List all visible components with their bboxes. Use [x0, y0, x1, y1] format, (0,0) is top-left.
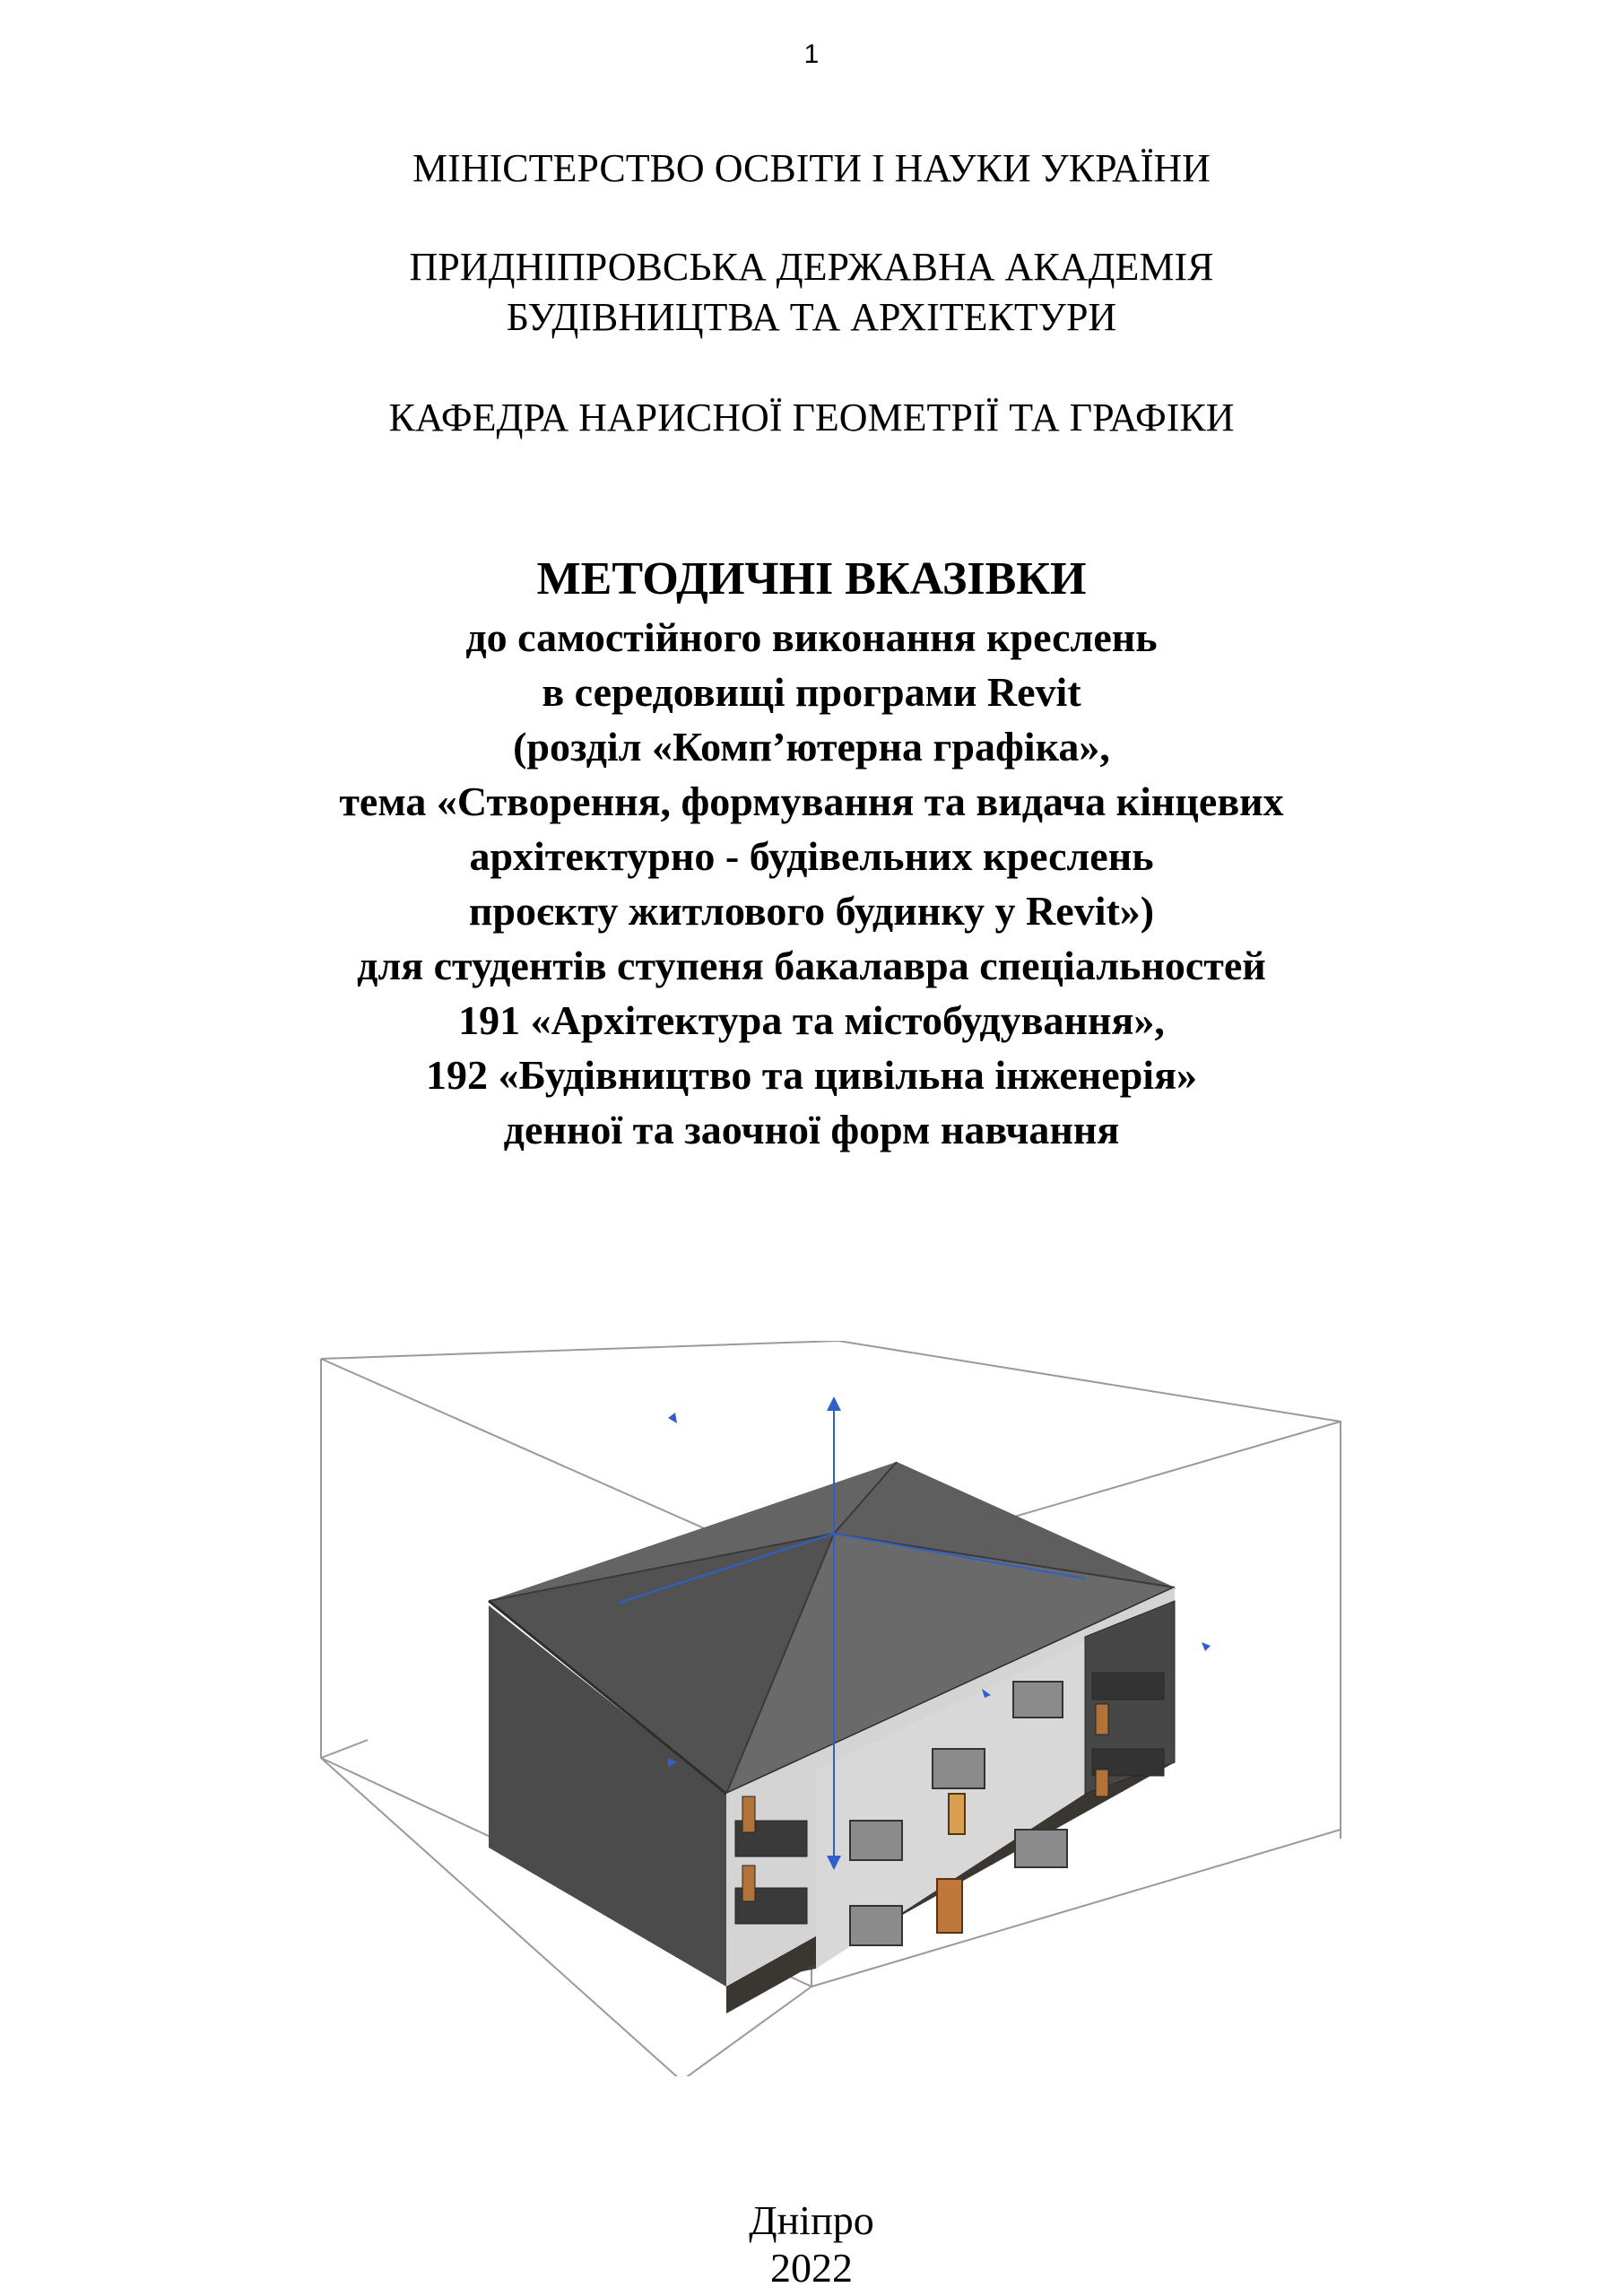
title-line: денної та заочної форм навчання [503, 1107, 1120, 1152]
title-line: в середовищі програми Revit [542, 669, 1081, 715]
main-title: МЕТОДИЧНІ ВКАЗІВКИ [536, 553, 1087, 604]
academy-line-2: БУДІВНИЦТВА ТА АРХІТЕКТУРИ [506, 295, 1117, 339]
title-line: (розділ «Комп’ютерна графіка», [513, 724, 1110, 770]
title-line: 192 «Будівництво та цивільна інженерія» [426, 1052, 1197, 1098]
city-name: Дніпро [749, 2197, 874, 2243]
building-3d-illustration [314, 1341, 1363, 2076]
academy-heading [0, 242, 1623, 343]
title-line: архітектурно - будівельних креслень [469, 833, 1154, 879]
academy-line-1: ПРИДНІПРОВСЬКА ДЕРЖАВНА АКАДЕМІЯ [409, 245, 1214, 289]
title-line: тема «Створення, формування та видача кінцевих [339, 778, 1284, 824]
title-line: для студентів ступеня бакалавра спеціальностей [357, 943, 1266, 988]
department-heading: КАФЕДРА НАРИСНОЇ ГЕОМЕТРІЇ ТА ГРАФІКИ [388, 396, 1235, 439]
title-line: проєкту житлового будинку у Revit») [468, 888, 1155, 934]
title-line: 191 «Архітектура та містобудування», [458, 997, 1165, 1043]
publication-year: 2022 [770, 2245, 853, 2291]
ministry-heading: МІНІСТЕРСТВО ОСВІТИ І НАУКИ УКРАЇНИ [412, 146, 1211, 190]
page-number: 1 [803, 39, 820, 69]
title-line: до самостійного виконання креслень [465, 614, 1158, 660]
document-title [0, 549, 1623, 1157]
